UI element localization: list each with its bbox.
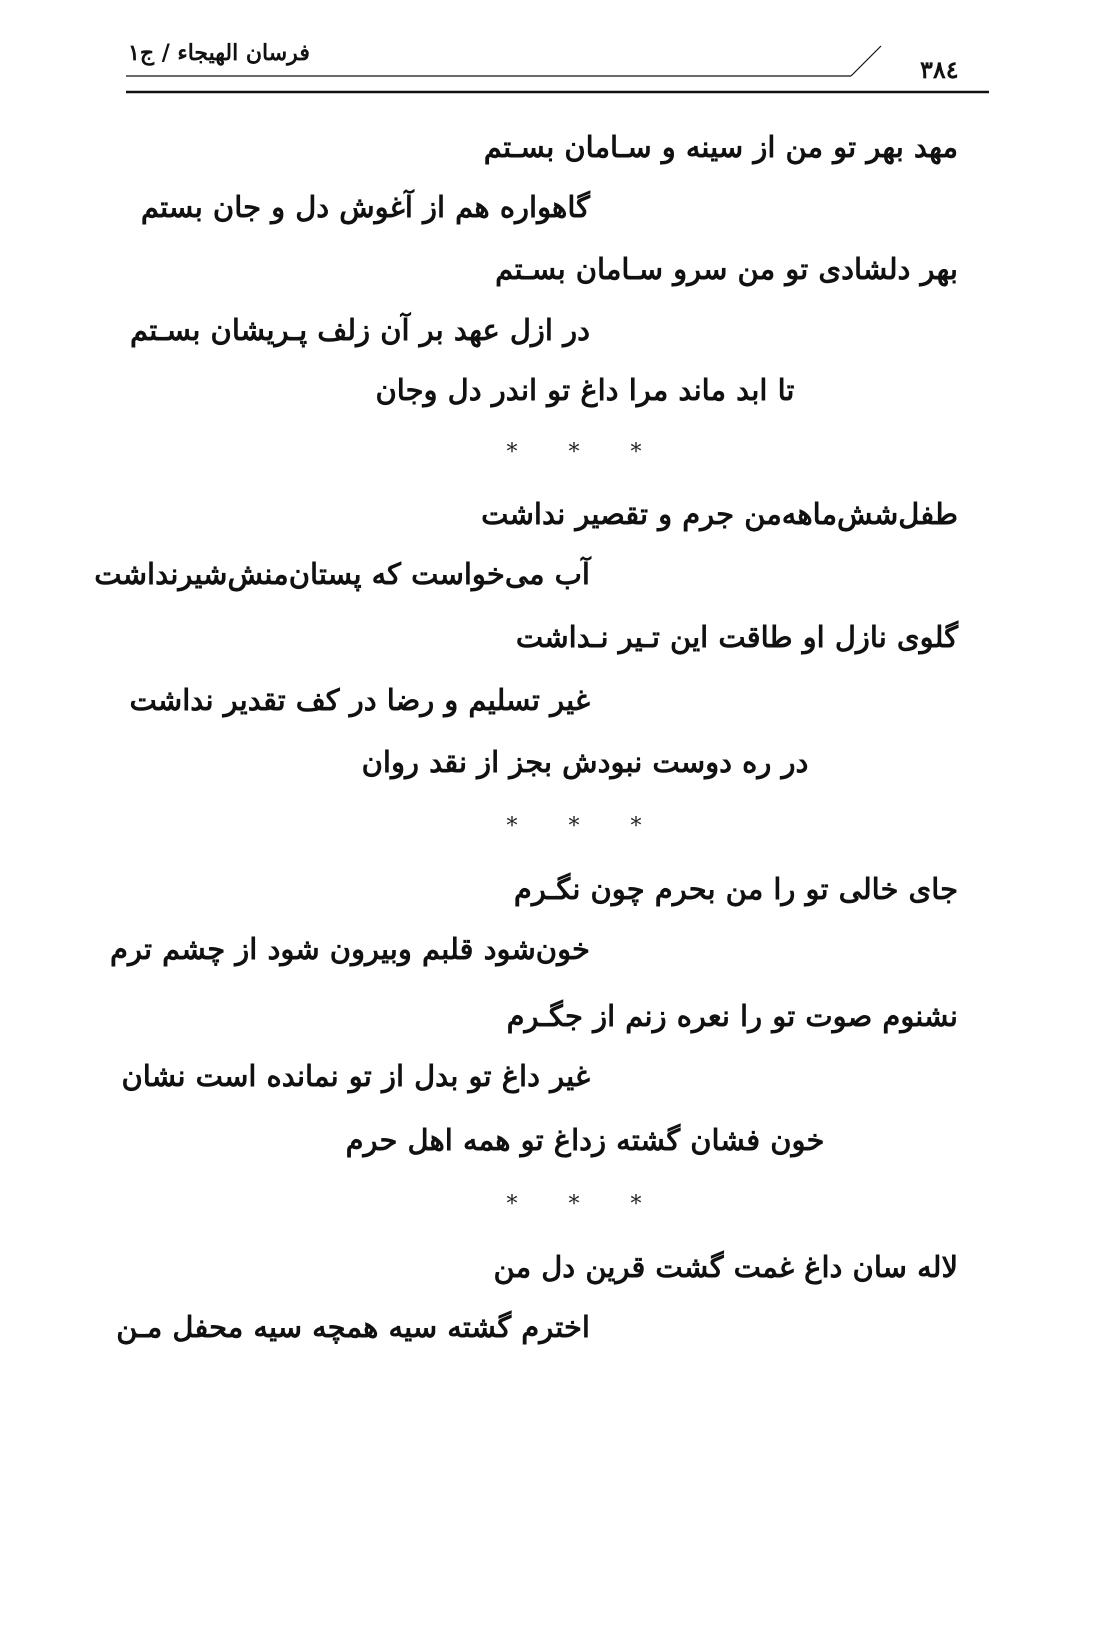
verse-line: اخترم گشته سیه همچه سیه محفل مـن bbox=[116, 1310, 590, 1344]
verse-line: خون‌شود قلبم وبیرون شود از چشم ترم bbox=[109, 932, 590, 966]
refrain-line: در ره دوست نبودش بجز از نقد روان bbox=[361, 745, 809, 779]
verse-line: مهد بهر تو من از سینه و سـامان بسـتم bbox=[483, 130, 958, 164]
stanza-separator: * * * bbox=[506, 440, 664, 465]
refrain-line: خون فشان گشته زداغ تو همه اهل حرم bbox=[345, 1123, 825, 1157]
verse-line: گلوی نازل او طاقت این تـیر نـداشت bbox=[515, 620, 958, 654]
page-number: ۳۸٤ bbox=[920, 55, 959, 84]
verse-line: گاهواره هم از آغوش دل و جان بستم bbox=[140, 190, 590, 224]
verse-line: جای خالی تو را من بحرم چون نگـرم bbox=[513, 872, 958, 906]
verse-line: نشنوم صوت تو را نعره زنم از جگـرم bbox=[506, 999, 958, 1033]
running-header-title: فرسان الهیجاء / ج۱ bbox=[128, 40, 310, 66]
verse-line: بهر دلشادی تو من سرو سـامان بسـتم bbox=[495, 252, 958, 286]
refrain-line: تا ابد ماند مرا داغ تو اندر دل وجان bbox=[375, 373, 795, 407]
verse-line: آب می‌خواست که پستان‌منش‌شیرنداشت bbox=[94, 557, 590, 591]
verse-line: لاله سان داغ غمت گشت قرین دل من bbox=[493, 1250, 958, 1284]
stanza-separator: * * * bbox=[506, 1192, 664, 1217]
verse-line: غیر تسلیم و رضا در کف تقدیر نداشت bbox=[129, 683, 590, 717]
verse-line: غیر داغ تو بدل از تو نمانده است نشان bbox=[121, 1059, 590, 1093]
stanza-separator: * * * bbox=[506, 814, 664, 839]
verse-line: در ازل عهد بر آن زلف پـریشان بسـتم bbox=[129, 313, 590, 347]
verse-line: طفل‌شش‌ماهه‌من جرم و تقصیر نداشت bbox=[481, 497, 958, 531]
